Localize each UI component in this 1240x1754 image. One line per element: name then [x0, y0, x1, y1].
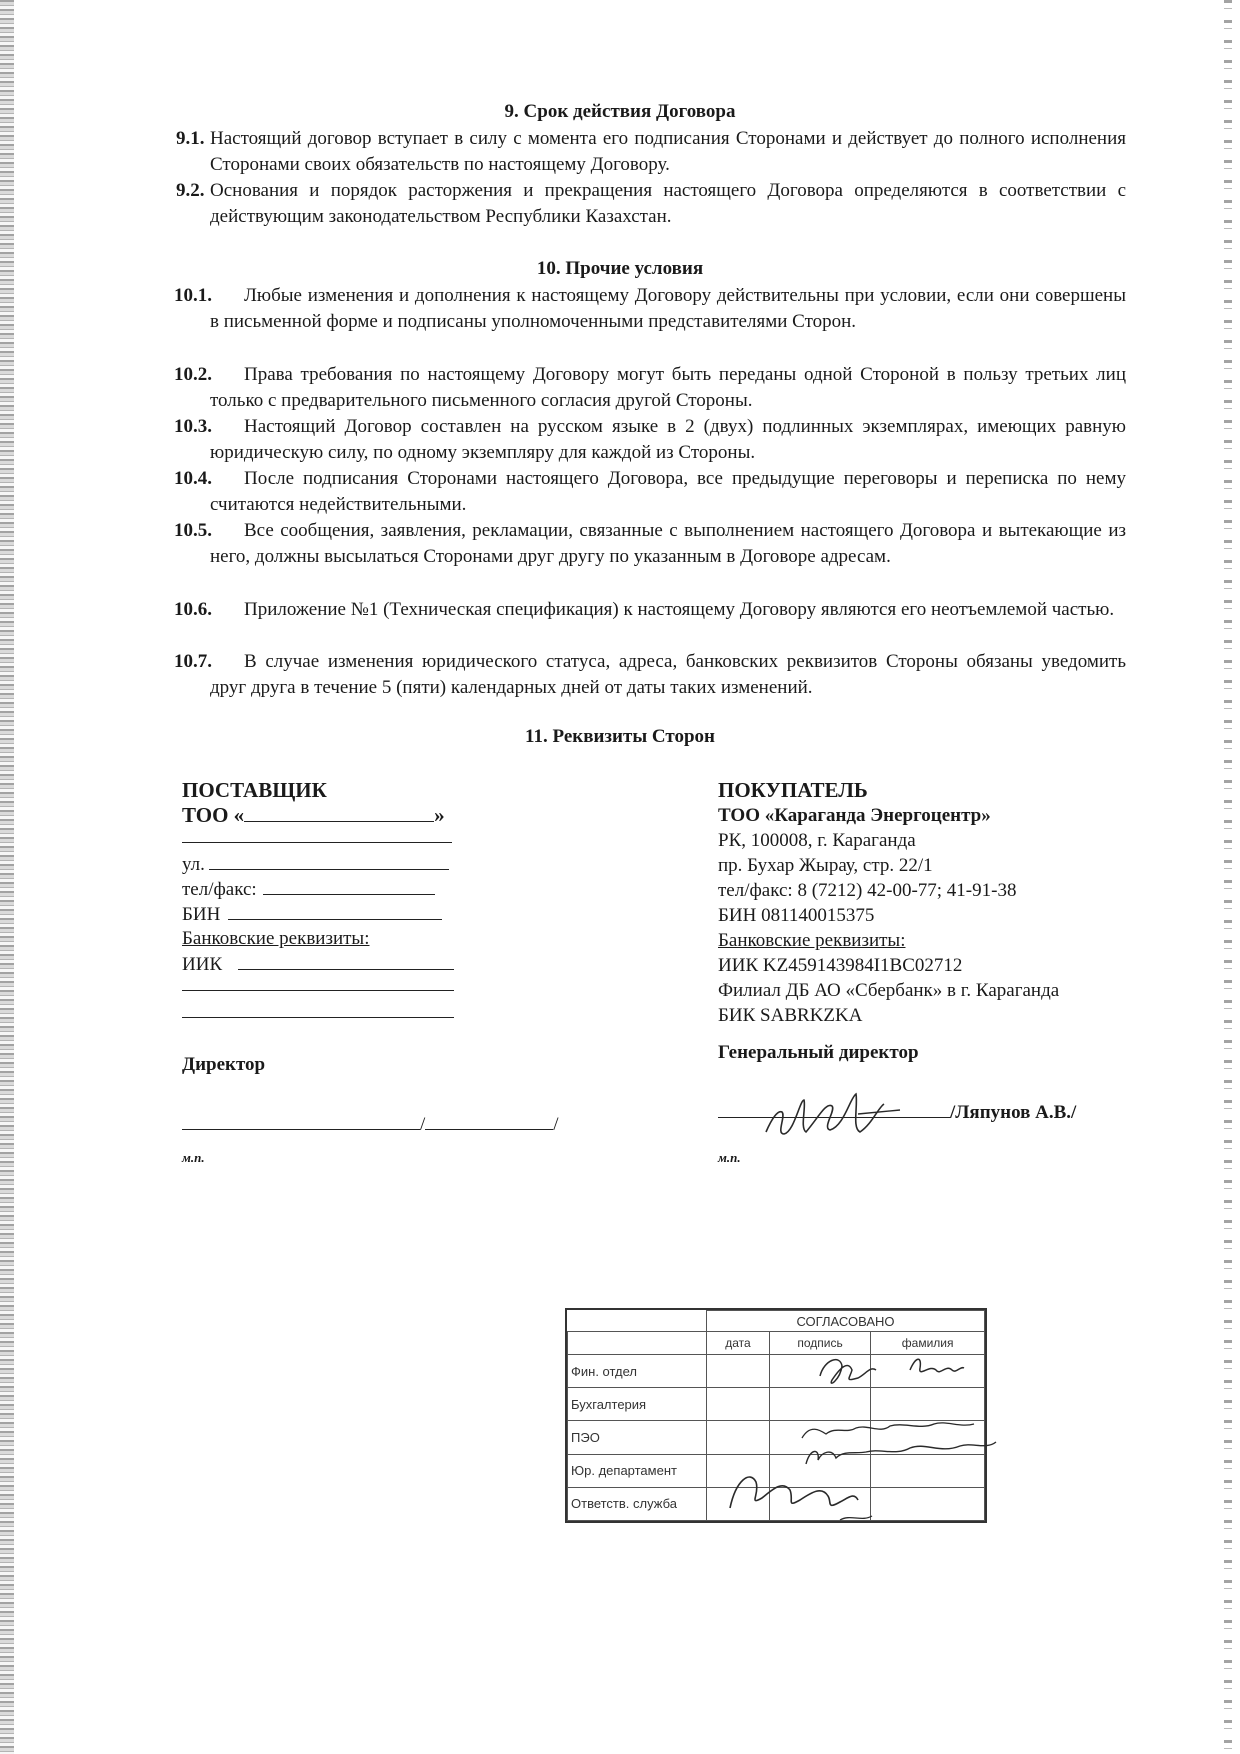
stamp-row-label: Фин. отдел	[568, 1355, 707, 1388]
clause-number: 10.2.	[174, 364, 212, 385]
buyer-signatory: /Ляпунов А.В./	[950, 1102, 1077, 1123]
buyer-block	[718, 778, 1138, 1124]
clause-10-7	[174, 649, 1126, 701]
clause-text: Права требования по настоящему Договору могут быть переданы одной Стороной в пользу третьих лиц только с предварительного письменного согласия другой Стороны.	[210, 364, 1126, 411]
stamp-title: СОГЛАСОВАНО	[707, 1311, 985, 1332]
buyer-address-line-2: пр. Бухар Жырау, стр. 22/1	[718, 855, 933, 876]
stamp-row	[568, 1421, 985, 1454]
stamp-col-signature: подпись	[769, 1332, 870, 1355]
slash: /	[420, 1114, 426, 1135]
buyer-position: Генеральный директор	[718, 1042, 919, 1063]
buyer-branch: Филиал ДБ АО «Сбербанк» в г. Караганда	[718, 980, 1060, 1001]
clause-number: 10.4.	[174, 468, 212, 489]
buyer-address-line-1: РК, 100008, г. Караганда	[718, 830, 916, 851]
stamp-row	[568, 1355, 985, 1388]
name-blank	[425, 1111, 553, 1130]
stamp-row-label: Юр. департамент	[568, 1454, 707, 1487]
signature-blank	[182, 1111, 420, 1130]
clause-text: В случае изменения юридического статуса, адреса, банковских реквизитов Стороны обязаны уведомить друг друга в течение 5 (пяти) календарных дней от даты таких изменений.	[210, 651, 1126, 698]
clause-10-4	[174, 466, 1126, 518]
stamp-row-label: Ответств. служба	[568, 1487, 707, 1520]
approval-stamp	[565, 1308, 987, 1523]
buyer-iik: ИИК KZ459143984I1BC02712	[718, 955, 963, 976]
supplier-bank-label: Банковские реквизиты:	[182, 928, 370, 949]
supplier-block	[182, 778, 559, 1136]
stamp-col-surname: фамилия	[871, 1332, 985, 1355]
clause-number: 9.1.	[176, 128, 205, 149]
clause-number: 9.2.	[176, 180, 205, 201]
buyer-phone: тел/факс: 8 (7212) 42-00-77; 41-91-38	[718, 880, 1017, 901]
street-blank	[209, 851, 449, 870]
stamp-row	[568, 1487, 985, 1520]
iik-blank	[238, 951, 454, 970]
clause-number: 10.7.	[174, 651, 212, 672]
clause-text: Все сообщения, заявления, рекламации, связанные с выполнением настоящего Договора и вытекающие из него, должны высылаться Сторонами друг другу по указанным в Договоре адресам.	[210, 520, 1126, 567]
buyer-bin: БИН 081140015375	[718, 905, 875, 926]
section-10-title: 10. Прочие условия	[536, 258, 704, 279]
street-label: ул.	[182, 854, 205, 875]
phone-blank	[263, 876, 435, 895]
stamp-row	[568, 1388, 985, 1421]
supplier-bin	[182, 901, 482, 926]
clause-text: Основания и порядок расторжения и прекращения настоящего Договора определяются в соответствии с действующим законодательством Республики Казахстан.	[210, 180, 1126, 227]
buyer-name: ТОО «Караганда Энергоцентр»	[718, 805, 991, 826]
supplier-name	[182, 803, 482, 828]
clause-text: После подписания Сторонами настоящего Договора, все предыдущие переговоры и переписка по нему считаются недействительными.	[210, 468, 1126, 515]
bin-blank	[228, 901, 442, 920]
clause-10-5	[174, 518, 1126, 570]
clause-text: Настоящий договор вступает в силу с момента его подписания Сторонами и действует до полного исполнения Сторонами своих обязательств по настоящему Договору.	[210, 128, 1126, 175]
stamp-col-date: дата	[707, 1332, 770, 1355]
supplier-name-prefix: ТОО «	[182, 803, 245, 827]
buyer-bank-label: Банковские реквизиты:	[718, 930, 906, 951]
clause-number: 10.1.	[174, 285, 212, 306]
clause-text: Любые изменения и дополнения к настоящему Договору действительны при условии, если они совершены в письменной форме и подписаны уполномоченными представителями Сторон.	[210, 285, 1126, 332]
bin-label: БИН	[182, 904, 221, 925]
signature-blank	[718, 1099, 950, 1118]
stamp-row	[568, 1454, 985, 1487]
clause-10-3	[174, 414, 1126, 466]
clause-10-6	[174, 597, 1126, 623]
clause-number: 10.5.	[174, 520, 212, 541]
supplier-blank-line	[182, 976, 454, 991]
supplier-heading: ПОСТАВЩИК	[182, 778, 327, 802]
supplier-name-suffix: »	[434, 803, 445, 827]
supplier-phone	[182, 876, 482, 901]
section-9-title: 9. Срок действия Договора	[504, 101, 736, 122]
supplier-street	[182, 851, 482, 876]
supplier-signature-line	[182, 1111, 559, 1136]
stamp-row-label: ПЭО	[568, 1421, 707, 1454]
buyer-heading: ПОКУПАТЕЛЬ	[718, 778, 868, 802]
clause-number: 10.6.	[174, 599, 212, 620]
clause-10-2	[174, 362, 1126, 414]
clause-9-2	[176, 178, 1126, 230]
clause-text: Настоящий Договор составлен на русском языке в 2 (двух) подлинных экземплярах, имеющих равную юридическую силу, по одному экземпляру для каждой из Стороны.	[210, 416, 1126, 463]
buyer-bik: БИК SABRKZKA	[718, 1005, 863, 1026]
supplier-name-blank	[244, 803, 434, 822]
supplier-stamp-mark: м.п.	[182, 1150, 205, 1165]
supplier-iik	[182, 951, 482, 976]
supplier-blank-line	[182, 828, 452, 843]
stamp-row-label: Бухгалтерия	[568, 1388, 707, 1421]
supplier-position: Директор	[182, 1054, 266, 1075]
buyer-stamp-mark: м.п.	[718, 1150, 741, 1165]
clause-9-1	[176, 126, 1126, 178]
clause-10-1	[174, 283, 1126, 335]
phone-label: тел/факс:	[182, 879, 257, 900]
clause-number: 10.3.	[174, 416, 212, 437]
iik-label: ИИК	[182, 954, 223, 975]
section-11-title: 11. Реквизиты Сторон	[525, 726, 715, 747]
buyer-signature-line	[718, 1099, 1138, 1124]
clause-text: Приложение №1 (Техническая спецификация) к настоящему Договору являются его неотъемлемой частью.	[244, 599, 1115, 620]
slash: /	[553, 1114, 559, 1135]
supplier-blank-line	[182, 1003, 454, 1018]
